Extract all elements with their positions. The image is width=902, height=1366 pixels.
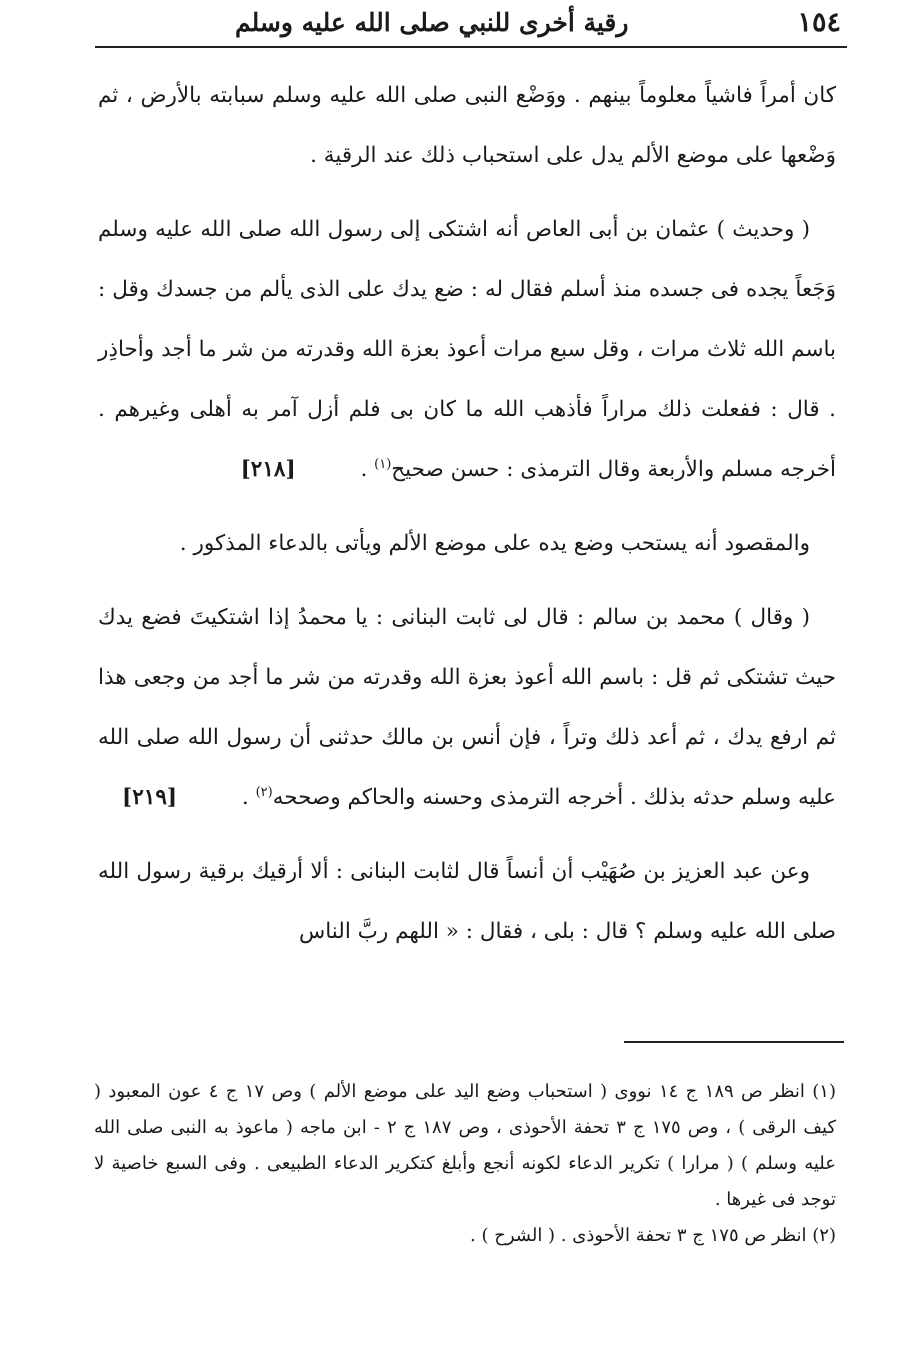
footnote-marker[interactable]: (٢) — [255, 784, 273, 800]
paragraph-text: كان أمراً فاشياً معلوماً بينهم . ووَضْع النبى صلى الله عليه وسلم سبابته بالأرض ، ثم وَضْعها على موضع الألم يدل على استحباب ذلك عند الرقية . — [98, 83, 836, 168]
main-text — [98, 66, 836, 976]
page-number: ١٥٤ — [797, 7, 841, 38]
hadith-number: [٢١٩] — [122, 785, 178, 810]
paragraph-hadith-218 — [98, 200, 836, 500]
paragraph-ruqya — [98, 842, 836, 962]
page-header — [95, 0, 847, 46]
hadith-number: [٢١٨] — [240, 457, 296, 482]
running-title: رقية أخرى للنبي صلى الله عليه وسلم — [235, 8, 629, 37]
paragraph-tail: . — [241, 785, 256, 810]
footnote-marker[interactable]: (١) — [374, 456, 392, 472]
paragraph-hadith-219 — [98, 588, 836, 828]
footnote-2: (٢) انظر ص ١٧٥ ج ٣ تحفة الأحوذى . ( الشرح ) . — [470, 1225, 836, 1246]
header-rule — [95, 46, 847, 48]
paragraph-tail: . — [360, 457, 375, 482]
paragraph-text: ( وحديث ) عثمان بن أبى العاص أنه اشتكى إلى رسول الله صلى الله عليه وسلم وَجَعاً يجده فى جسده منذ أسلم فقال له : ضع يدك على الذى يألم من جسدك وقل : باسم الله ثلاث مرات ، وقل سبع مرات أعوذ بعزة الله وقدرته من شر ما أجد وأحاذِر . قال : ففعلت ذلك مراراً فأذهب الله ما كان بى فلم أزل آمر به أهلى وغيرهم . أخرجه مسلم والأربعة وقال الترمذى : حسن صحيح — [98, 217, 836, 482]
footnote-separator — [624, 1041, 844, 1043]
footnote-1: (١) انظر ص ١٨٩ ج ١٤ نووى ( استحباب وضع اليد على موضع الألم ) وص ١٧ ج ٤ عون المعبود ( كيف الرقى ) ، وص ١٧٥ ج ٣ تحفة الأحوذى ، وص ١٨٧ ج ٢ - ابن ماجه ( ماعوذ به النبى صلى الله عليه وسلم ) ( مرارا ) تكرير الدعاء لكونه أنجع وأبلغ كتكرير الدعاء الطبيعى . وفى السبع خاصية لا توجد فى غيرها . — [94, 1081, 837, 1210]
paragraph-text: والمقصود أنه يستحب وضع يده على موضع الألم ويأتى بالدعاء المذكور . — [179, 531, 810, 556]
paragraph-text: وعن عبد العزيز بن صُهَيْب أن أنساً قال لثابت البنانى : ألا أرقيك برقية رسول الله صلى الله عليه وسلم ؟ قال : بلى ، فقال : « اللهم ربَّ الناس — [98, 859, 836, 944]
paragraph-text: ( وقال ) محمد بن سالم : قال لى ثابت البنانى : يا محمدُ إذا اشتكيتَ فضع يدك حيث تشتكى ثم قل : باسم الله أعوذ بعزة الله وقدرته من شر ما أجد من وجعى هذا ثم ارفع يدك ، ثم أعد ذلك وتراً ، فإن أنس بن مالك حدثنى أن رسول الله صلى الله عليه وسلم حدثه بذلك . أخرجه الترمذى وحسنه والحاكم وصححه — [98, 605, 836, 810]
paragraph-commentary — [98, 514, 836, 574]
paragraph-intro — [98, 66, 836, 186]
footnotes — [94, 1074, 836, 1254]
